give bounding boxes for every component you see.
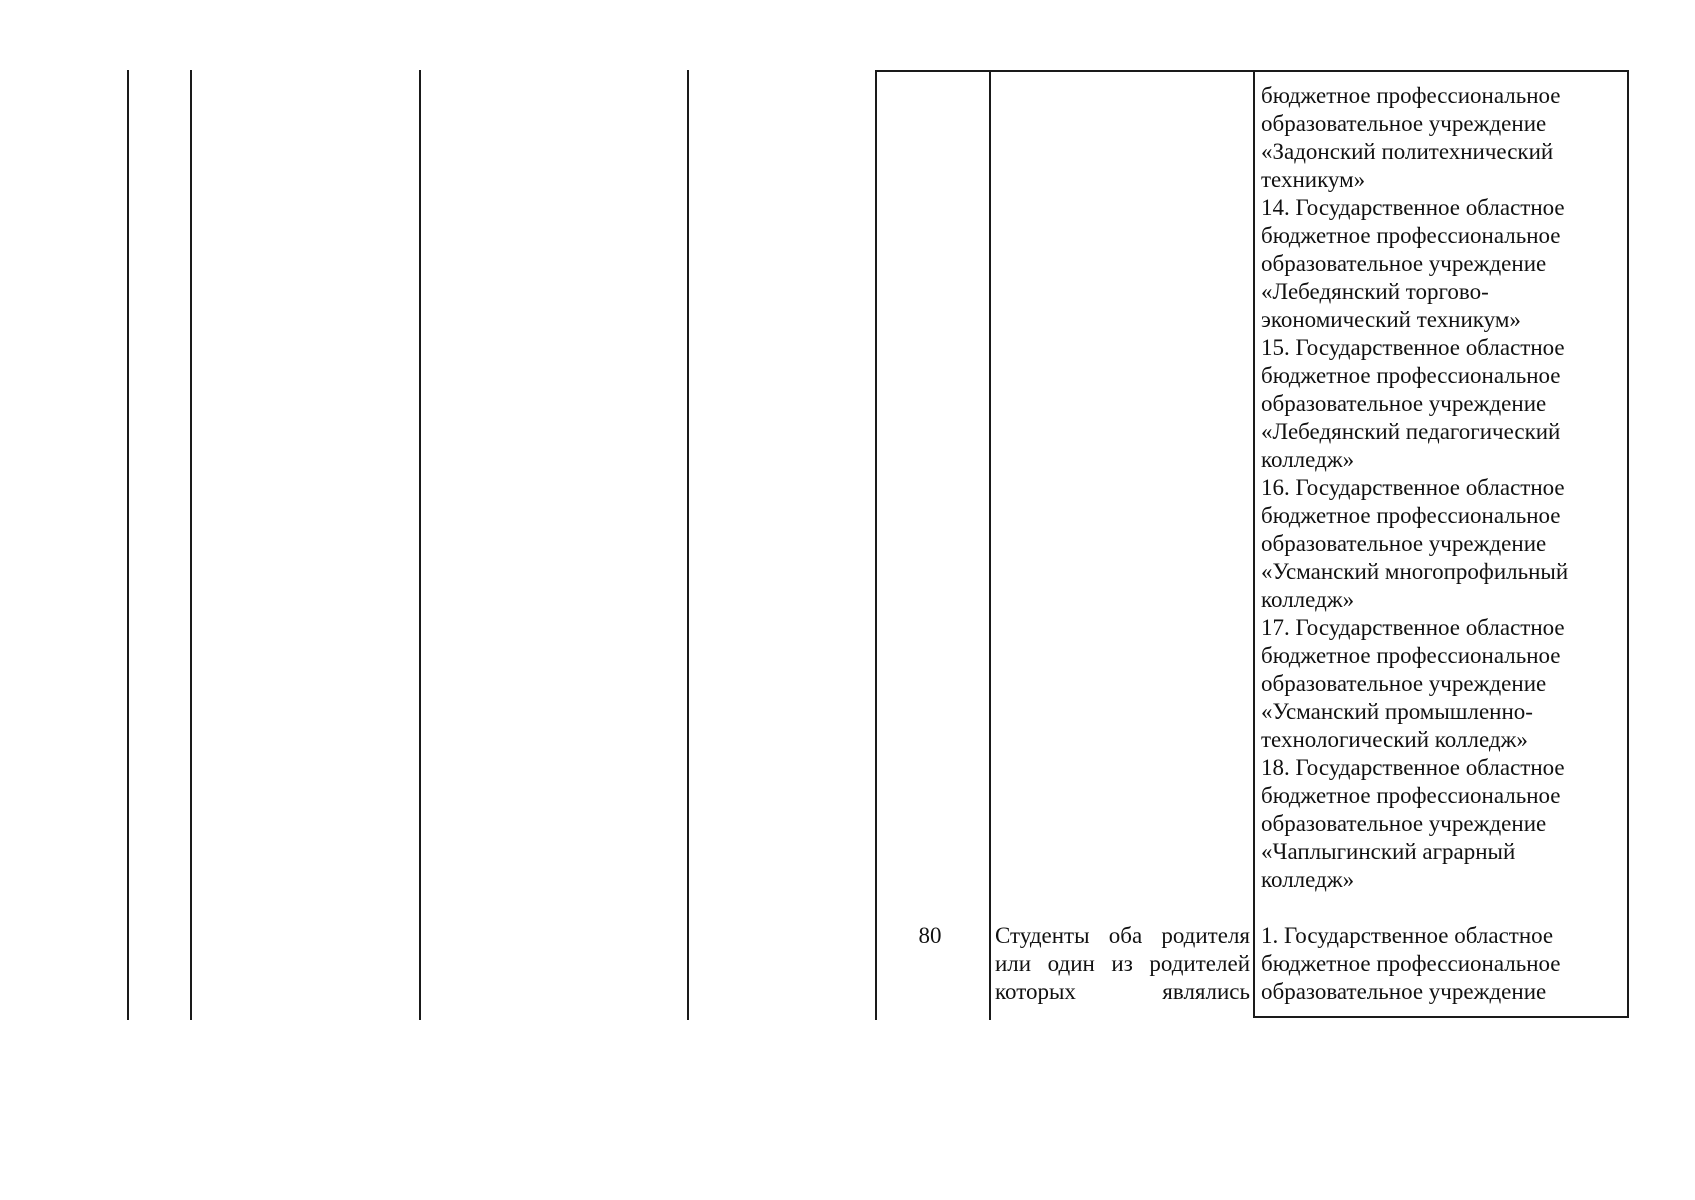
- list-line: 15. Государственное областное: [1261, 335, 1565, 360]
- list-line: образовательное учреждение: [1261, 811, 1547, 836]
- list-line: колледж»: [1261, 587, 1355, 612]
- column-line-1: [127, 70, 129, 1020]
- category-line: которых являлись: [995, 979, 1250, 1004]
- list-line: «Усманский многопрофильный: [1261, 559, 1569, 584]
- list-line: образовательное учреждение: [1261, 111, 1547, 136]
- list-line: «Усманский промышленно-: [1261, 699, 1533, 724]
- institution-list-continued: [1261, 82, 1568, 894]
- list-line: техникум»: [1261, 167, 1366, 192]
- category-column-border: [1253, 70, 1255, 1018]
- list-line: «Чаплыгинский аграрный: [1261, 839, 1516, 864]
- list-line: 1. Государственное областное: [1261, 923, 1554, 948]
- list-line: образовательное учреждение: [1261, 671, 1547, 696]
- list-line: «Лебедянский торгово-: [1261, 279, 1489, 304]
- row-number: 80: [918, 923, 942, 948]
- list-line: 18. Государственное областное: [1261, 755, 1565, 780]
- list-line: бюджетное профессиональное: [1261, 363, 1561, 388]
- list-line: образовательное учреждение: [1261, 979, 1547, 1004]
- list-line: образовательное учреждение: [1261, 251, 1547, 276]
- list-line: технологический колледж»: [1261, 727, 1528, 752]
- list-line: экономический техникум»: [1261, 307, 1521, 332]
- list-line: «Лебедянский педагогический: [1261, 419, 1561, 444]
- category-description: [995, 922, 1250, 1006]
- table-left-border: [875, 70, 877, 1020]
- list-line: «Задонский политехнический: [1261, 139, 1554, 164]
- column-line-4: [687, 70, 689, 1020]
- list-line: 17. Государственное областное: [1261, 615, 1565, 640]
- institution-list-row-80: [1261, 922, 1561, 1006]
- list-line: бюджетное профессиональное: [1261, 503, 1561, 528]
- list-line: бюджетное профессиональное: [1261, 83, 1561, 108]
- category-line: Студенты оба родителя: [995, 923, 1250, 948]
- list-line: бюджетное профессиональное: [1261, 643, 1561, 668]
- list-line: колледж»: [1261, 447, 1355, 472]
- list-line: образовательное учреждение: [1261, 391, 1547, 416]
- list-line: бюджетное профессиональное: [1261, 223, 1561, 248]
- list-line: бюджетное профессиональное: [1261, 783, 1561, 808]
- list-line: 14. Государственное областное: [1261, 195, 1565, 220]
- list-line: 16. Государственное областное: [1261, 475, 1565, 500]
- table-right-border: [1627, 70, 1629, 1018]
- table-top-border: [875, 70, 1629, 72]
- list-line: колледж»: [1261, 867, 1355, 892]
- list-line: образовательное учреждение: [1261, 531, 1547, 556]
- category-line: или один из родителей: [995, 951, 1250, 976]
- table-bottom-border: [1253, 1016, 1629, 1018]
- number-column-border: [989, 70, 991, 1020]
- column-line-2: [190, 70, 192, 1020]
- column-line-3: [419, 70, 421, 1020]
- list-line: бюджетное профессиональное: [1261, 951, 1561, 976]
